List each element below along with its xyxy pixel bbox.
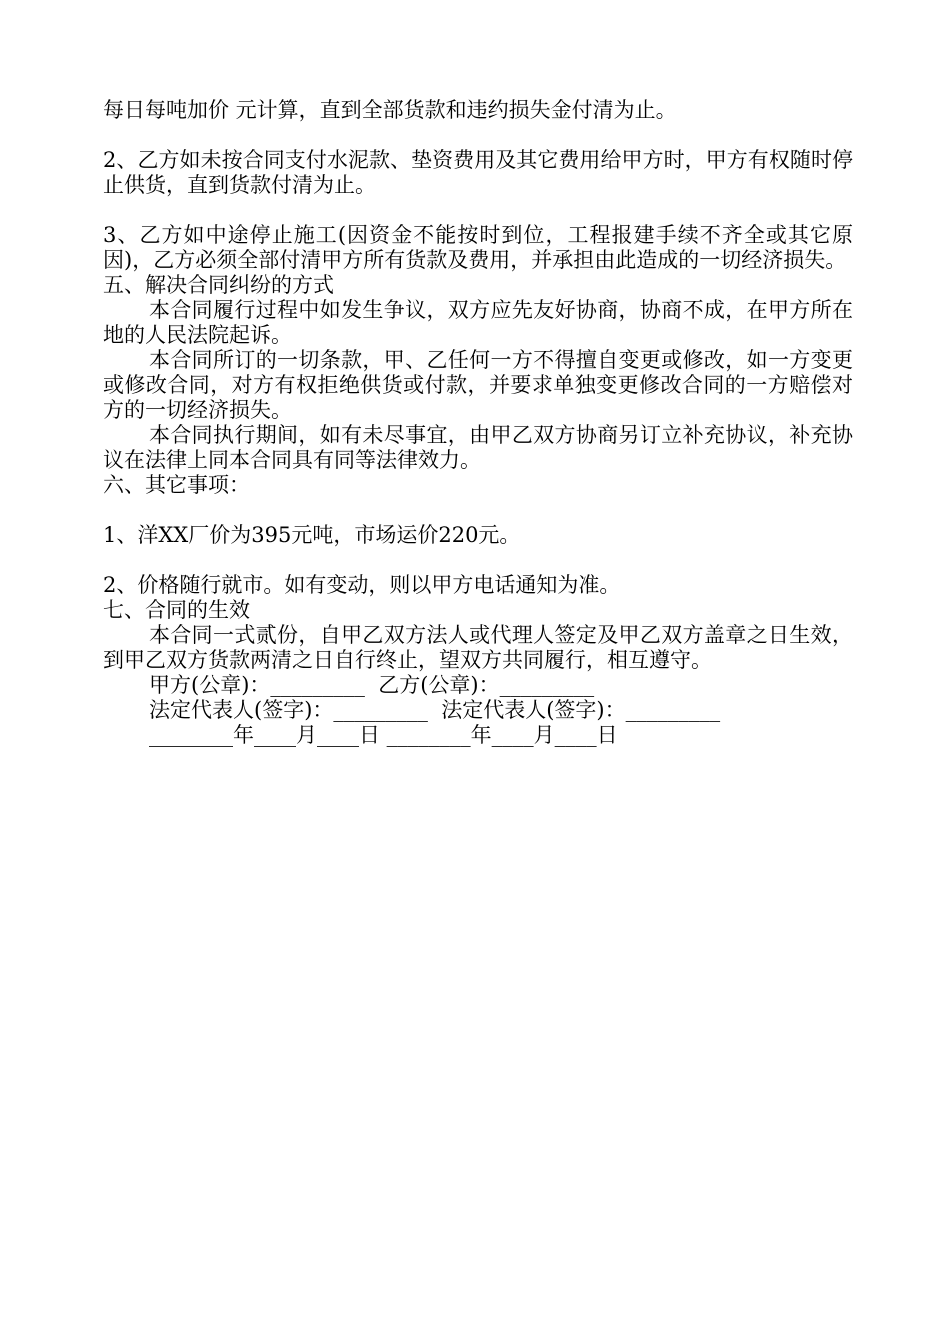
paragraph-effective: 本合同一式贰份，自甲乙双方法人或代理人签定及甲乙双方盖章之日生效，到甲乙双方货款两清之日自行终止，望双方共同履行，相互遵守。 [103, 623, 853, 672]
paragraph-price-item: 1、洋XX厂价为395元吨，市场运价220元。 [103, 523, 521, 547]
seal-line: 甲方(公章)：_________ 乙方(公章)：_________ [149, 673, 595, 697]
document-page [103, 98, 853, 748]
section-heading-dispute: 五、解决合同纠纷的方式 [103, 273, 334, 297]
representative-line: 法定代表人(签字)：_________ 法定代表人(签字)：_________ [149, 698, 721, 722]
section-heading-effective: 七、合同的生效 [103, 598, 250, 622]
section-heading-other: 六、其它事项： [103, 473, 250, 497]
paragraph-dispute-3: 本合同执行期间，如有未尽事宜，由甲乙双方协商另订立补充协议，补充协议在法律上同本合同具有同等法律效力。 [103, 423, 853, 472]
paragraph-dispute-2: 本合同所订的一切条款，甲、乙任何一方不得擅自变更或修改，如一方变更或修改合同，对方有权拒绝供货或付款，并要求单独变更修改合同的一方赔偿对方的一切经济损失。 [103, 348, 853, 422]
date-line: ________年____月____日 ________年____月____日 [149, 723, 618, 747]
paragraph-dispute-1: 本合同履行过程中如发生争议，双方应先友好协商，协商不成，在甲方所在地的人民法院起诉。 [103, 298, 853, 347]
paragraph-clause-2: 2、乙方如未按合同支付水泥款、垫资费用及其它费用给甲方时，甲方有权随时停止供货，直到货款付清为止。 [103, 148, 853, 197]
paragraph-price-change: 2、价格随行就市。如有变动，则以甲方电话通知为准。 [103, 573, 621, 597]
paragraph-clause-3: 3、乙方如中途停止施工(因资金不能按时到位，工程报建手续不齐全或其它原因)，乙方必须全部付清甲方所有货款及费用，并承担由此造成的一切经济损失。 [103, 223, 853, 272]
paragraph-penalty-rate: 每日每吨加价 元计算，直到全部货款和违约损失金付清为止。 [103, 98, 677, 122]
